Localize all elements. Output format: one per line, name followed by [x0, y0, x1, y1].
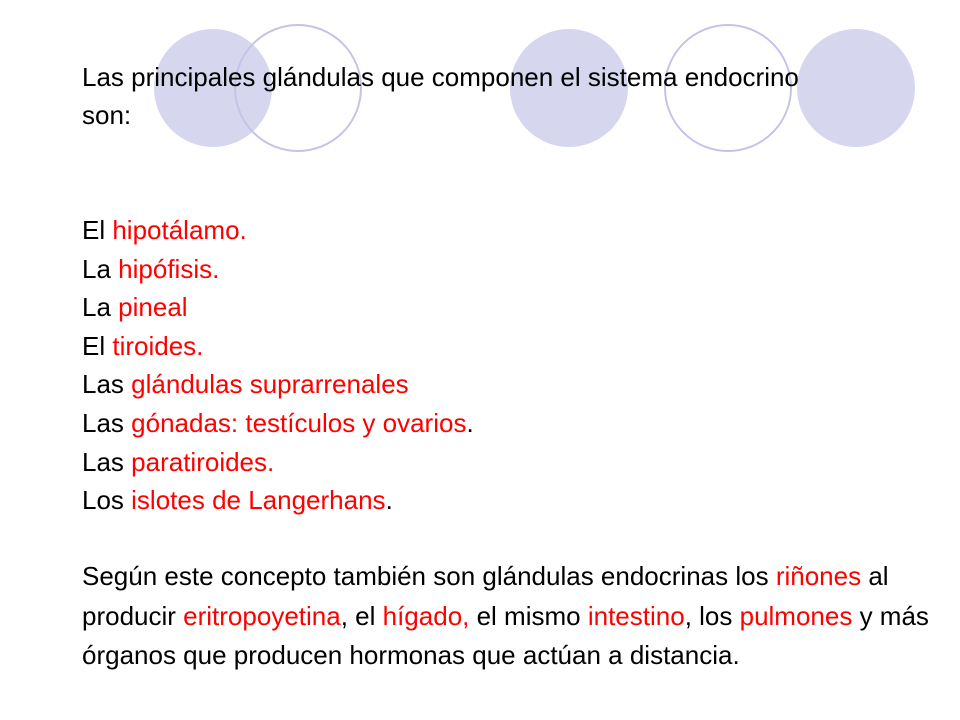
organ-intestine: intestino — [587, 600, 685, 631]
organ-liver: hígado, — [382, 600, 470, 631]
list-item: El tiroides. — [82, 330, 204, 361]
gland-name: gónadas: testículos y ovarios — [131, 407, 467, 438]
gland-name: islotes de Langerhans — [131, 485, 386, 516]
list-item: La pineal — [82, 292, 188, 323]
gland-name: pineal — [118, 292, 188, 323]
list-item: Las gónadas: testículos y ovarios. — [82, 407, 474, 438]
organ-erythropoietin: eritropoyetina — [183, 600, 341, 631]
gland-name: paratiroides. — [131, 446, 275, 477]
concept-paragraph: Según este concepto también son glándulas endocrinas los riñones al producir eritropoyetina, el hígado, el mismo intestino, los pulmones y más órganos que producen hormonas que actúan a distancia. — [82, 561, 929, 670]
organ-kidneys: riñones — [775, 561, 862, 591]
list-item: La hipófisis. — [82, 253, 220, 284]
gland-name: tiroides. — [112, 330, 204, 361]
intro-text: Las principales glándulas que componen el sistema endocrino son: — [82, 62, 799, 130]
organ-lungs: pulmones — [739, 600, 853, 631]
list-item: Las glándulas suprarrenales — [82, 369, 409, 400]
gland-name: glándulas suprarrenales — [131, 369, 409, 400]
list-item: El hipotálamo. — [82, 215, 247, 245]
gland-name: hipófisis. — [118, 253, 220, 284]
gland-list — [82, 211, 474, 520]
list-item: Las paratiroides. — [82, 446, 275, 477]
list-item: Los islotes de Langerhans. — [82, 485, 393, 516]
gland-name: hipotálamo. — [112, 215, 247, 245]
